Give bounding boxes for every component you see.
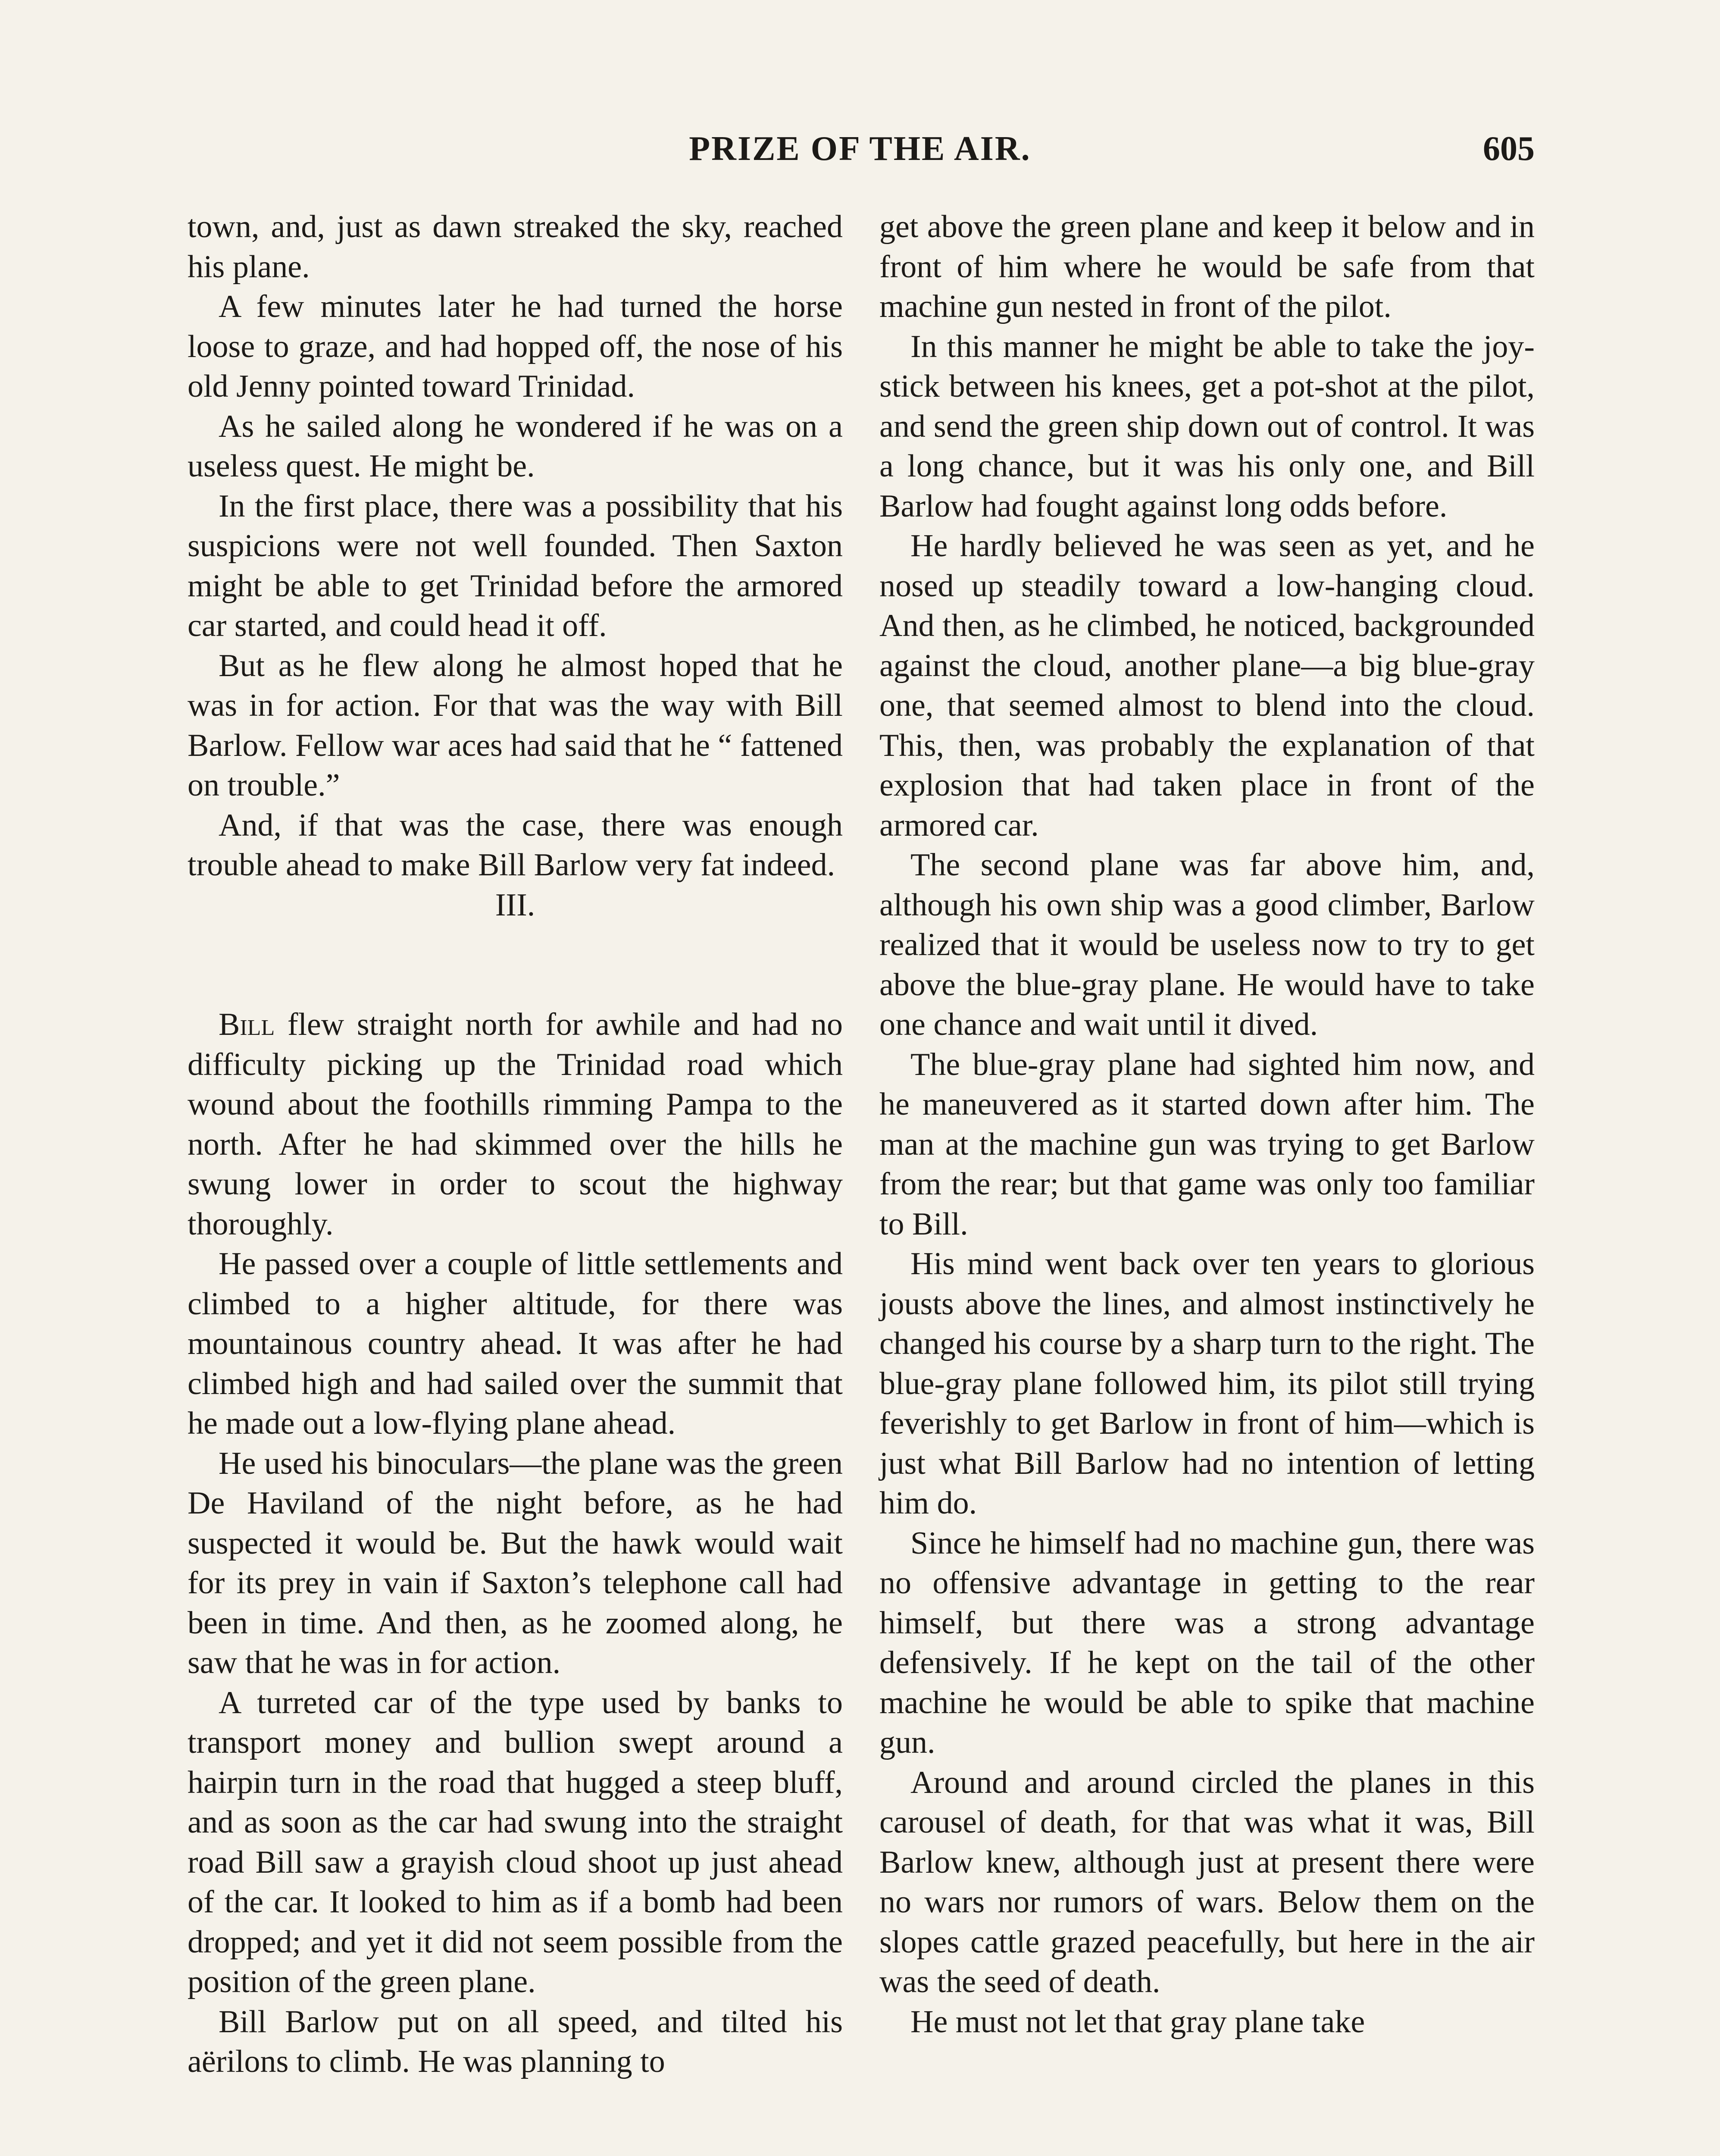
section-heading: III. [495, 887, 535, 923]
paragraph: Since he himself had no machine gun, there was no offensive advantage in getting to the rear himself, but there was a strong advantage defensively. If he kept on the tail of the other machine he would be able to spike that machine gun. [879, 1525, 1535, 1760]
paragraph: get above the green plane and keep it below and in front of him where he would be safe from that machine gun nested in front of the pilot. [879, 209, 1535, 324]
paragraph: He passed over a couple of little settlements and climbed to a higher altitude, for there was mountainous country ahead. It was after he had climbed high and had sailed over the summit that he made out a low-flying plane ahead. [188, 1246, 843, 1441]
paragraph: But as he flew along he almost hoped that he was in for action. For that was the way with Bill Barlow. Fellow war aces had said that he “ fattened on trouble.” [188, 648, 843, 803]
paragraph: town, and, just as dawn streaked the sky, reached his plane. [188, 209, 843, 285]
lead-word: Bill [219, 1007, 275, 1042]
paragraph: The blue-gray plane had sighted him now, and he maneuvered as it started down after him. The man at the machine gun was trying to get Barlow from the rear; but that game was only too familiar to Bill. [879, 1047, 1535, 1242]
paragraph: Bill Barlow put on all speed, and tilted his aërilons to climb. He was planning to [188, 2004, 843, 2079]
paragraph: Around and around circled the planes in this carousel of death, for that was what it was, Bill Barlow knew, although just at present there were no wars nor rumors of wars. Below them on the slopes cattle grazed peacefully, but here in the air was the seed of death. [879, 1764, 1535, 1999]
paragraph: And, if that was the case, there was enough trouble ahead to make Bill Barlow very fat indeed. [188, 807, 843, 883]
running-title: PRIZE OF THE AIR. [689, 130, 1031, 168]
paragraph [188, 1005, 843, 1244]
paragraph: He must not let that gray plane take [910, 2004, 1365, 2040]
page-header [185, 129, 1535, 181]
page-number: 605 [1483, 130, 1535, 168]
paragraph: The second plane was far above him, and, although his own ship was a good climber, Barlow realized that it would be useless now to try to get above the blue-gray plane. He would have to take one chance and wait until it dived. [879, 847, 1535, 1042]
right-column [879, 207, 1535, 2042]
section-gap [188, 925, 843, 1005]
paragraph: His mind went back over ten years to glorious jousts above the lines, and almost instinctively he changed his course by a sharp turn to the right. The blue-gray plane followed him, its pilot still trying feverishly to get Barlow in front of him—which is just what Bill Barlow had no intention of letting him do. [879, 1246, 1535, 1521]
paragraph: In this manner he might be able to take the joy-stick between his knees, get a pot-shot at the pilot, and send the green ship down out of control. It was a long chance, but it was his only one, and Bill Barlow had fought against long odds before. [879, 329, 1535, 524]
paragraph: A turreted car of the type used by banks to transport money and bullion swept around a hairpin turn in the road that hugged a steep bluff, and as soon as the car had swung into the straight road Bill saw a grayish cloud shoot up just ahead of the car. It looked to him as if a bomb had been dropped; and yet it did not seem possible from the position of the green plane. [188, 1685, 843, 1999]
paragraph: As he sailed along he wondered if he was on a useless quest. He might be. [188, 408, 843, 484]
paragraph: He used his binoculars—the plane was the green De Haviland of the night before, as he had suspected it would be. But the hawk would wait for its prey in vain if Saxton’s telephone call had been in time. And then, as he zoomed along, he saw that he was in for action. [188, 1445, 843, 1680]
paragraph: A few minutes later he had turned the horse loose to graze, and had hopped off, the nose of his old Jenny pointed toward Trinidad. [188, 289, 843, 404]
paragraph: In the first place, there was a possibility that his suspicions were not well founded. Then Saxton might be able to get Trinidad before the armored car started, and could head it off. [188, 488, 843, 643]
left-column [188, 207, 843, 2082]
paragraph-text: flew straight north for awhile and had no difficulty picking up the Trinidad road which wound about the foothills rimming Pampa to the north. After he had skimmed over the hills he swung lower in order to scout the highway thoroughly. [188, 1007, 843, 1242]
paragraph: He hardly believed he was seen as yet, and he nosed up steadily toward a low-hanging cloud. And then, as he climbed, he noticed, backgrounded against the cloud, another plane—a big blue-gray one, that seemed almost to blend into the cloud. This, then, was probably the explanation of that explosion that had taken place in front of the armored car. [879, 528, 1535, 843]
